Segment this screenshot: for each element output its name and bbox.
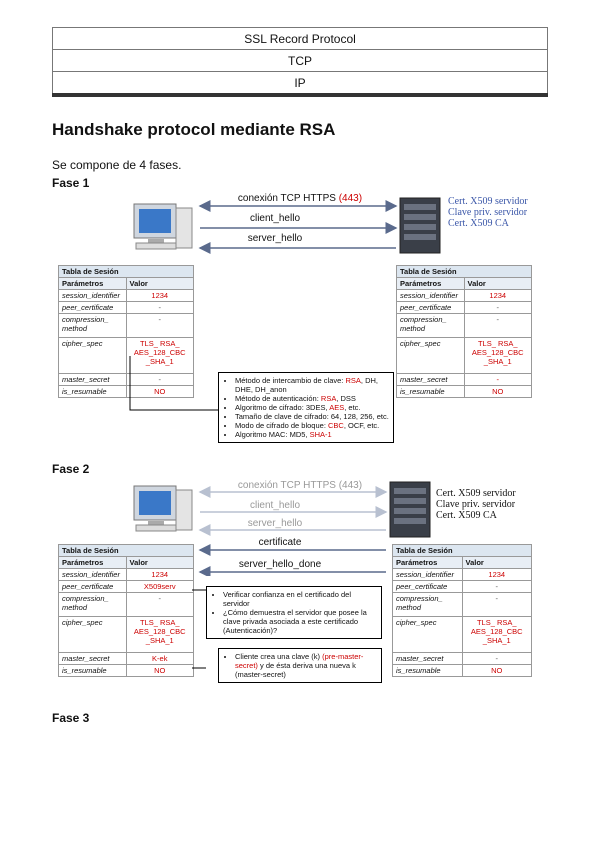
- arrow-server-hello-done-label: server_hello_done: [238, 559, 322, 570]
- stack-layer: TCP: [53, 50, 548, 72]
- client-computer-icon: [134, 204, 192, 249]
- server-cert-list: Cert. X509 servidor Clave priv. servidor Cert. X509 CA: [448, 196, 528, 229]
- server-icon: [400, 198, 440, 253]
- client-computer-icon: [134, 486, 192, 531]
- phase-2-label: Fase 2: [52, 462, 90, 476]
- phase-3-label: Fase 3: [52, 711, 90, 725]
- stack-layer: SSL Record Protocol: [53, 28, 548, 50]
- fase2-server-session-table: Tabla de Sesión Parámetros Valor session_identifier 1234 peer_certificate - compression_ method - cipher_spec TLS_ RSA_ AES_128_CBC _SHA_1 master_secret - is_resumable NO: [392, 544, 532, 677]
- arrow-client-hello-label: client_hello: [249, 213, 301, 224]
- fase1-server-session-table: Tabla de Sesión Parámetros Valor session_identifier 1234 peer_certificate - compression_ method - cipher_spec TLS_ RSA_ AES_128_CBC _SHA_1 master_secret - is_resumable NO: [396, 265, 532, 398]
- arrow-server-hello-label: server_hello: [247, 518, 303, 529]
- arrow-server-hello-label: server_hello: [247, 233, 303, 244]
- fase1-client-session-table: Tabla de Sesión Parámetros Valor session_identifier 1234 peer_certificate - compression_ method - cipher_spec TLS_ RSA_ AES_128_CBC _SHA_1 master_secret - is_resumable NO: [58, 265, 194, 398]
- arrow-tcp-label: conexión TCP HTTPS (443): [237, 193, 363, 204]
- phase-1-label: Fase 1: [52, 176, 90, 190]
- stack-layer: IP: [53, 72, 548, 94]
- arrow-tcp-label: conexión TCP HTTPS (443): [237, 480, 363, 491]
- arrow-client-hello-label: client_hello: [249, 500, 301, 511]
- server-cert-list: Cert. X509 servidor Clave priv. servidor Cert. X509 CA: [436, 488, 516, 521]
- stack-bottom-bar: [52, 93, 548, 97]
- fase2-cert-note: • Verificar confianza en el certificado del servidor • ¿Cómo demuestra el servidor que posee la clave privada asociada a este certificado (Autenticación)?: [206, 586, 382, 639]
- arrow-certificate-label: certificate: [258, 537, 302, 548]
- fase2-client-session-table: Tabla de Sesión Parámetros Valor session_identifier 1234 peer_certificate X509serv compression_ method - cipher_spec TLS_ RSA_ AES_128_CBC _SHA_1 master_secret K-ek is_resumable NO: [58, 544, 194, 677]
- intro-text: Se compone de 4 fases.: [52, 158, 182, 172]
- section-heading: Handshake protocol mediante RSA: [52, 120, 336, 139]
- fase2-key-note: • Cliente crea una clave (k) (pre-master-secret) y de ésta deriva una nueva k (master-secret): [218, 648, 382, 683]
- protocol-stack-table: [52, 27, 548, 94]
- fase1-cipher-note: • Método de intercambio de clave: RSA, DH, DHE, DH_anon • Método de autenticación: RSA, DSS • Algoritmo de cifrado: 3DES, AES, etc. • Tamaño de clave de cifrado: 64, 128, 256, etc. • Modo de cifrado de bloque: CBC, OCF, etc. • Algoritmo MAC: MD5, SHA-1: [218, 372, 394, 443]
